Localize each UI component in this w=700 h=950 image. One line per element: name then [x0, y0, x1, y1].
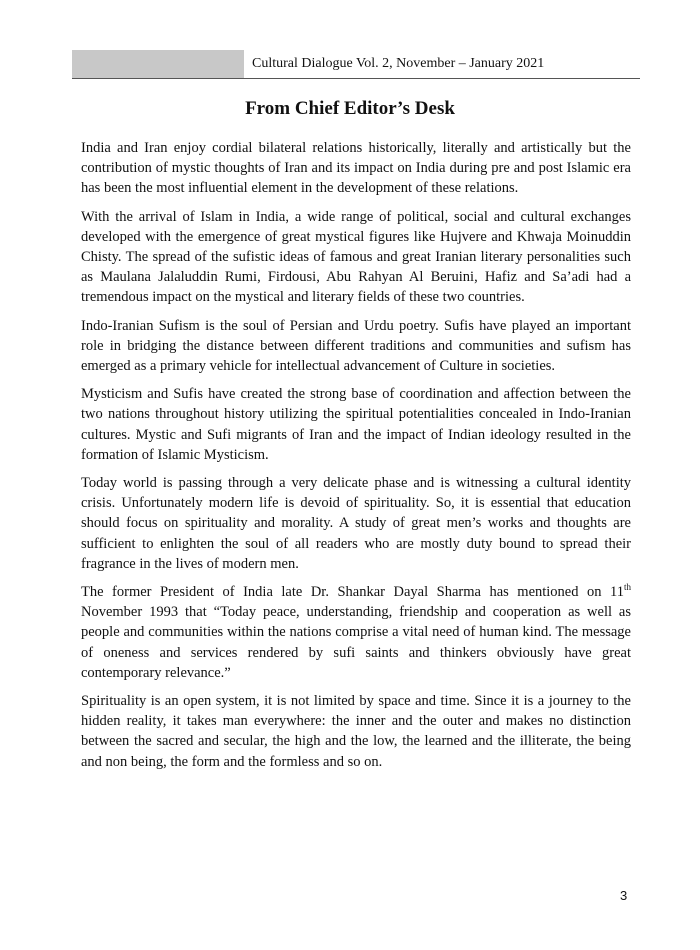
article-title: From Chief Editor’s Desk: [245, 98, 455, 119]
paragraph-7: Spirituality is an open system, it is not limited by space and time. Since it is a journey to the hidden reality, it takes man everywhere: the inner and the outer and makes no distinction between the sacred and secular, the high and the low, the learned and the illiterate, the being and non being, the form and the formless and so on.: [81, 693, 631, 770]
quote-text-end: November 1993 that “Today peace, understanding, friendship and cooperation as well as people and communities within the nations comprise a vital need of human kind. The message of oneness and services rendered by sufi saints and thinkers obviously have great contemporary relevance.”: [81, 604, 631, 681]
paragraph-5: Today world is passing through a very delicate phase and is witnessing a cultural identity crisis. Unfortunately modern life is devoid of spirituality. So, it is essential that education should focus on spirituality and morality. A study of great men’s works and thoughts are sufficient to enlighten the soul of all readers who are mostly duty bound to spread their fragrance in the lives of modern men.: [81, 475, 631, 572]
paragraph-2: With the arrival of Islam in India, a wide range of political, social and cultural exchanges developed with the emergence of great mystical figures like Hujvere and Khwaja Moinuddin Chisty. The spread of the sufistic ideas of famous and great Iranian literary personalities such as Maulana Jalaluddin Rumi, Firdousi, Abu Rahyan Al Beruini, Hafiz and Sa’adi had a tremendous impact on the mystical and literary fields of these two countries.: [81, 208, 631, 306]
paragraph-3: Indo-Iranian Sufism is the soul of Persian and Urdu poetry. Sufis have played an important role in bridging the distance between different traditions and communities and sufism has emerged as a primary vehicle for intellectual advancement of Culture in societies.: [81, 317, 631, 375]
header-shaded-block: [72, 50, 244, 78]
paragraph-6-quote: [81, 582, 631, 683]
journal-running-title: Cultural Dialogue Vol. 2, November – January 2021: [252, 56, 545, 71]
ordinal-superscript: th: [623, 582, 631, 593]
quote-text-start: The former President of India late Dr. Shankar Dayal Sharma has mentioned on 11: [81, 584, 624, 601]
running-header: [72, 50, 640, 79]
article-body: [81, 138, 631, 780]
paragraph-4: Mysticism and Sufis have created the strong base of coordination and affection between the two nations throughout history utilizing the spiritual potentialities concealed in Indo-Iranian cultures. Mystic and Sufi migrants of Iran and the impact of Indian ideology resulted in the formation of Islamic Mysticism.: [81, 386, 631, 463]
paragraph-1: India and Iran enjoy cordial bilateral relations historically, literally and artistically but the contribution of mystic thoughts of Iran and its impact on India during pre and post Islamic era has been the most influential element in the development of these relations.: [81, 140, 631, 197]
page-number: 3: [620, 888, 628, 903]
